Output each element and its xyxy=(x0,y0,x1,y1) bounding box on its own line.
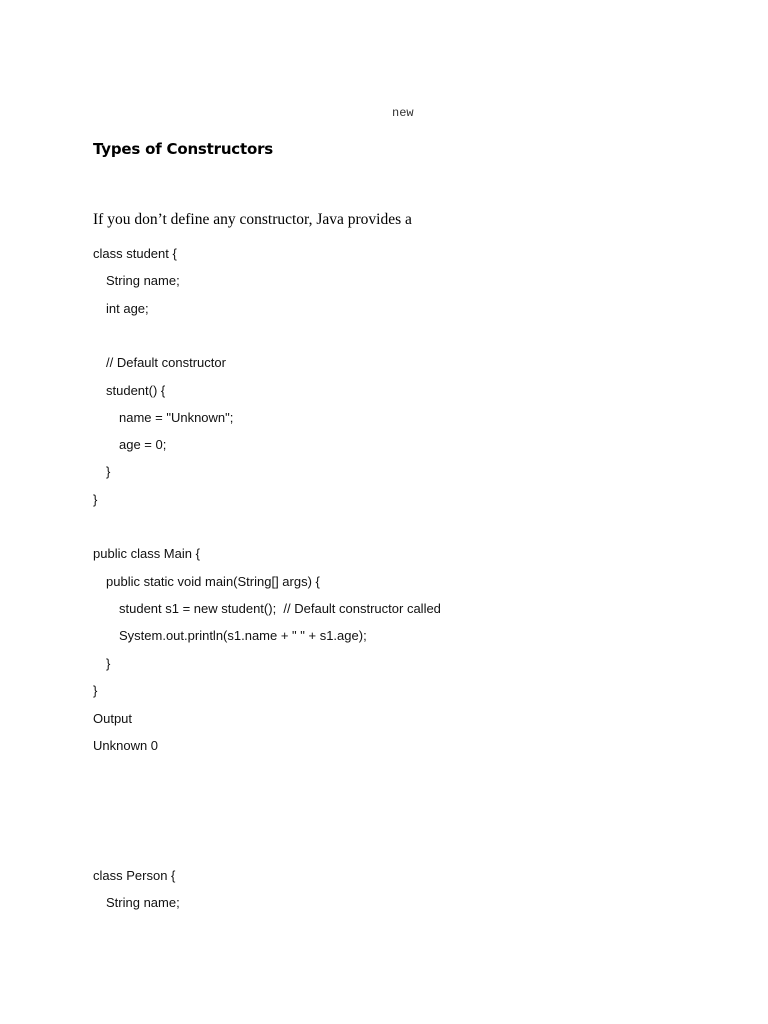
code-line: age = 0; xyxy=(119,437,167,452)
code-line: } xyxy=(93,683,98,698)
inline-code-word: new xyxy=(392,106,414,120)
output-label: Output xyxy=(93,711,133,726)
code-line: int age; xyxy=(106,301,149,316)
code-line: System.out.println(s1.name + " " + s1.age); xyxy=(119,628,367,643)
code-line: class Person { xyxy=(93,868,176,883)
code-line: } xyxy=(106,464,111,479)
code-line: } xyxy=(106,656,111,671)
code-line: public class Main { xyxy=(93,546,200,561)
code-line: student s1 = new student(); // Default constructor called xyxy=(119,601,441,616)
code-line: public static void main(String[] args) { xyxy=(106,574,320,589)
code-line: String name; xyxy=(106,895,180,910)
intro-paragraph: If you don’t define any constructor, Java provides a xyxy=(93,211,412,228)
output-value: Unknown 0 xyxy=(93,738,159,753)
code-line: student() { xyxy=(106,383,166,398)
code-comment-line: // Default constructor xyxy=(106,355,226,370)
section-heading: Types of Constructors xyxy=(93,140,274,158)
code-line: String name; xyxy=(106,273,180,288)
code-line: name = "Unknown"; xyxy=(119,410,234,425)
code-line: class student { xyxy=(93,246,177,261)
code-line: } xyxy=(93,492,98,507)
